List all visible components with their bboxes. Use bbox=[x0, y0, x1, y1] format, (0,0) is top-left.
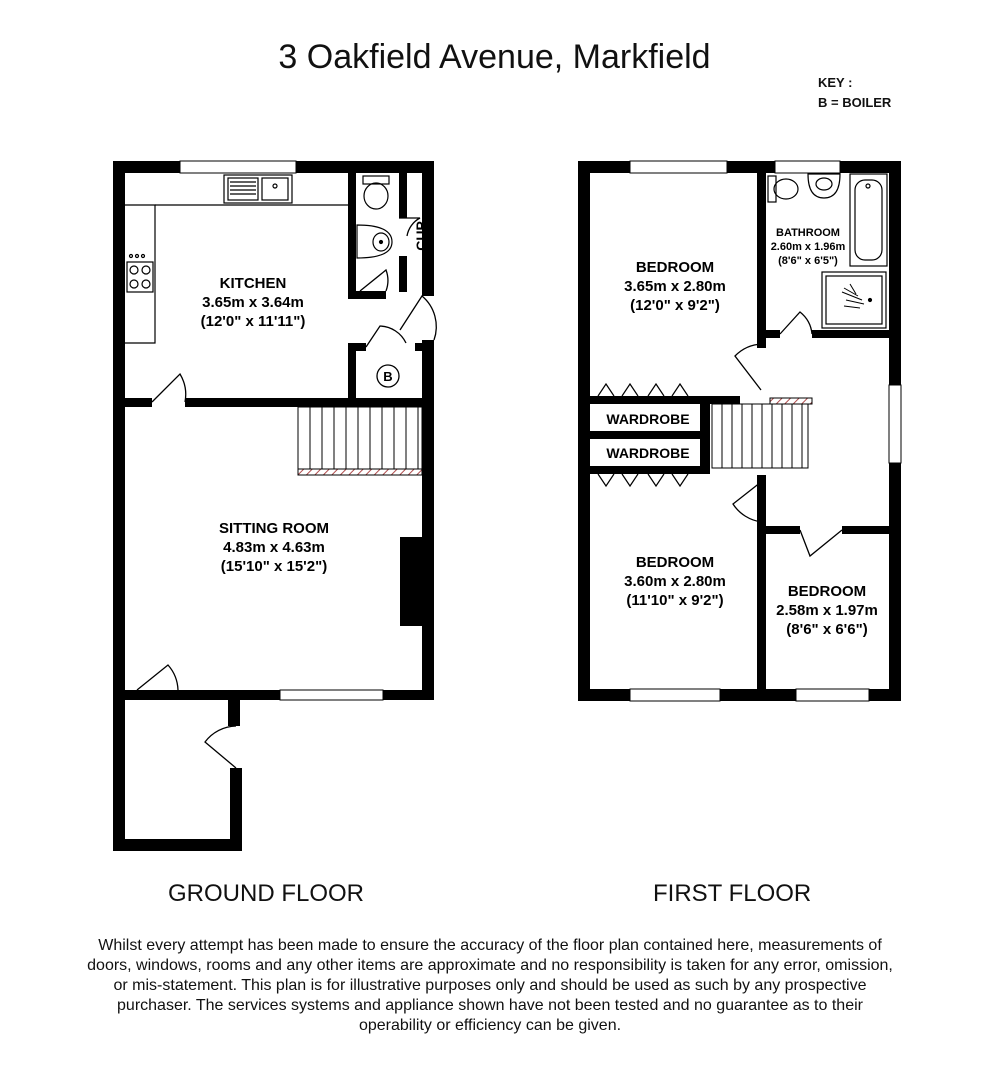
key-entry-boiler: B = BOILER bbox=[818, 95, 892, 110]
plan-title: 3 Oakfield Avenue, Markfield bbox=[278, 38, 711, 76]
ground-floor-plan bbox=[113, 161, 436, 851]
boiler-icon bbox=[377, 365, 399, 387]
bedroom-3-name: BEDROOM bbox=[787, 583, 867, 600]
bedroom-3-label bbox=[776, 583, 878, 638]
bathroom-toilet-icon bbox=[768, 176, 798, 202]
boiler-label: B bbox=[383, 369, 393, 384]
bedroom-1-metric: 3.65m x 2.80m bbox=[624, 278, 726, 295]
shower-icon bbox=[822, 272, 886, 328]
kitchen-name: KITCHEN bbox=[219, 275, 287, 292]
bedroom-2-metric: 3.60m x 2.80m bbox=[624, 573, 726, 590]
sitting-room-imperial: (15'10" x 15'2") bbox=[220, 558, 328, 575]
bedroom-1-name: BEDROOM bbox=[635, 259, 715, 276]
wardrobe-label-1: WARDROBE bbox=[606, 411, 690, 427]
bath-icon bbox=[850, 174, 887, 266]
bedroom-3-imperial: (8'6" x 6'6") bbox=[786, 621, 868, 638]
kitchen-imperial: (12'0" x 11'11") bbox=[200, 313, 306, 330]
sitting-room-label bbox=[219, 520, 329, 575]
ground-floor-label: GROUND FLOOR bbox=[168, 880, 365, 907]
bedroom-2-imperial: (11'10" x 9'2") bbox=[626, 592, 724, 609]
first-floor-label: FIRST FLOOR bbox=[653, 880, 812, 907]
ground-floor-walls bbox=[113, 161, 434, 851]
wardrobe-label-2: WARDROBE bbox=[606, 445, 690, 461]
first-floor-plan bbox=[578, 161, 901, 701]
kitchen-metric: 3.65m x 3.64m bbox=[202, 294, 304, 311]
bedroom-1-imperial: (12'0" x 9'2") bbox=[630, 297, 720, 314]
kitchen-hob-icon bbox=[127, 255, 153, 293]
bedroom-2-name: BEDROOM bbox=[635, 554, 715, 571]
sitting-room-metric: 4.83m x 4.63m bbox=[223, 539, 325, 556]
bathroom-label bbox=[771, 227, 846, 267]
kitchen-sink-icon bbox=[224, 175, 292, 203]
bedroom-3-metric: 2.58m x 1.97m bbox=[776, 602, 878, 619]
first-floor-stairs bbox=[712, 398, 812, 468]
kitchen-label bbox=[201, 275, 306, 330]
bedroom-1-label bbox=[624, 259, 726, 314]
sitting-room-name: SITTING ROOM bbox=[219, 520, 329, 537]
disclaimer-text: Whilst every attempt has been made to ensure the accuracy of the floor plan contained here, measurements of doors, windows, rooms and any other items are approximate and no responsibility is taken for any error, omission, or mis-statement. This plan is for illustrative purposes only and should be used as such by any prospective purchaser. The services systems and appliance shown have not been tested and no guarantee as to their operability or efficiency can be given. bbox=[87, 937, 893, 1034]
bathroom-basin-icon bbox=[808, 174, 840, 198]
ground-floor-stairs bbox=[298, 407, 422, 475]
key-heading: KEY : bbox=[818, 75, 853, 90]
bedroom-2-label bbox=[624, 554, 726, 609]
wc-toilet-icon bbox=[363, 176, 389, 209]
bathroom-name: BATHROOM bbox=[776, 227, 840, 239]
cupboard-label: CUP bbox=[413, 221, 429, 251]
wc-basin-icon bbox=[357, 225, 392, 258]
bathroom-imperial: (8'6" x 6'5") bbox=[778, 255, 838, 267]
bathroom-metric: 2.60m x 1.96m bbox=[770, 241, 846, 253]
